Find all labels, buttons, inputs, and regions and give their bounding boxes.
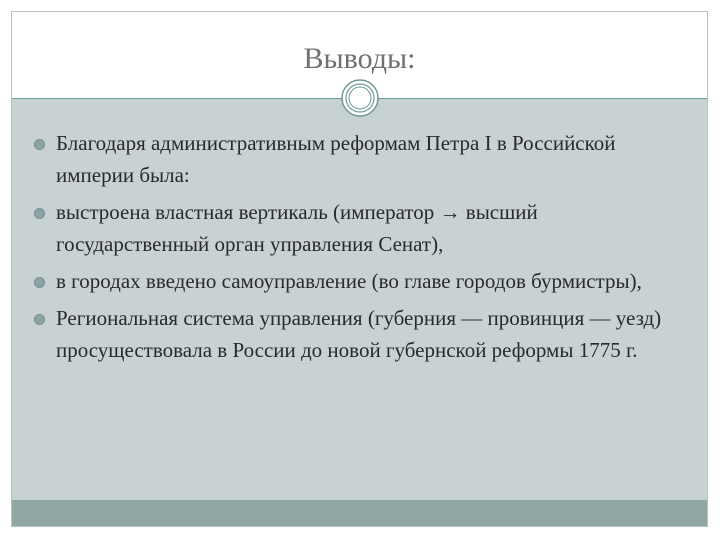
bullet-dot-icon <box>34 277 45 288</box>
bullet-text: Благодаря административным реформам Петра I в Российской империи была: <box>56 131 616 187</box>
bullet-dot-icon <box>34 314 45 325</box>
slide <box>11 11 708 527</box>
slide-title: Выводы: <box>303 42 416 75</box>
bullet-item <box>34 127 694 191</box>
bullet-text: выстроена властная вертикаль (император → высший государственный орган управления Сенат), <box>56 200 538 256</box>
bullet-item <box>34 265 694 297</box>
circle-ornament-icon <box>341 79 379 117</box>
bullet-list <box>34 127 694 371</box>
bullet-item <box>34 302 694 366</box>
bullet-item <box>34 196 694 260</box>
bullet-text: в городах введено самоуправление (во главе городов бурмистры), <box>56 269 642 293</box>
footer-band <box>12 500 707 526</box>
bullet-text: Региональная система управления (губерния — провинция — уезд) просуществовала в России до новой губернской реформы 1775 г. <box>56 306 662 362</box>
bullet-dot-icon <box>34 208 45 219</box>
bullet-dot-icon <box>34 139 45 150</box>
